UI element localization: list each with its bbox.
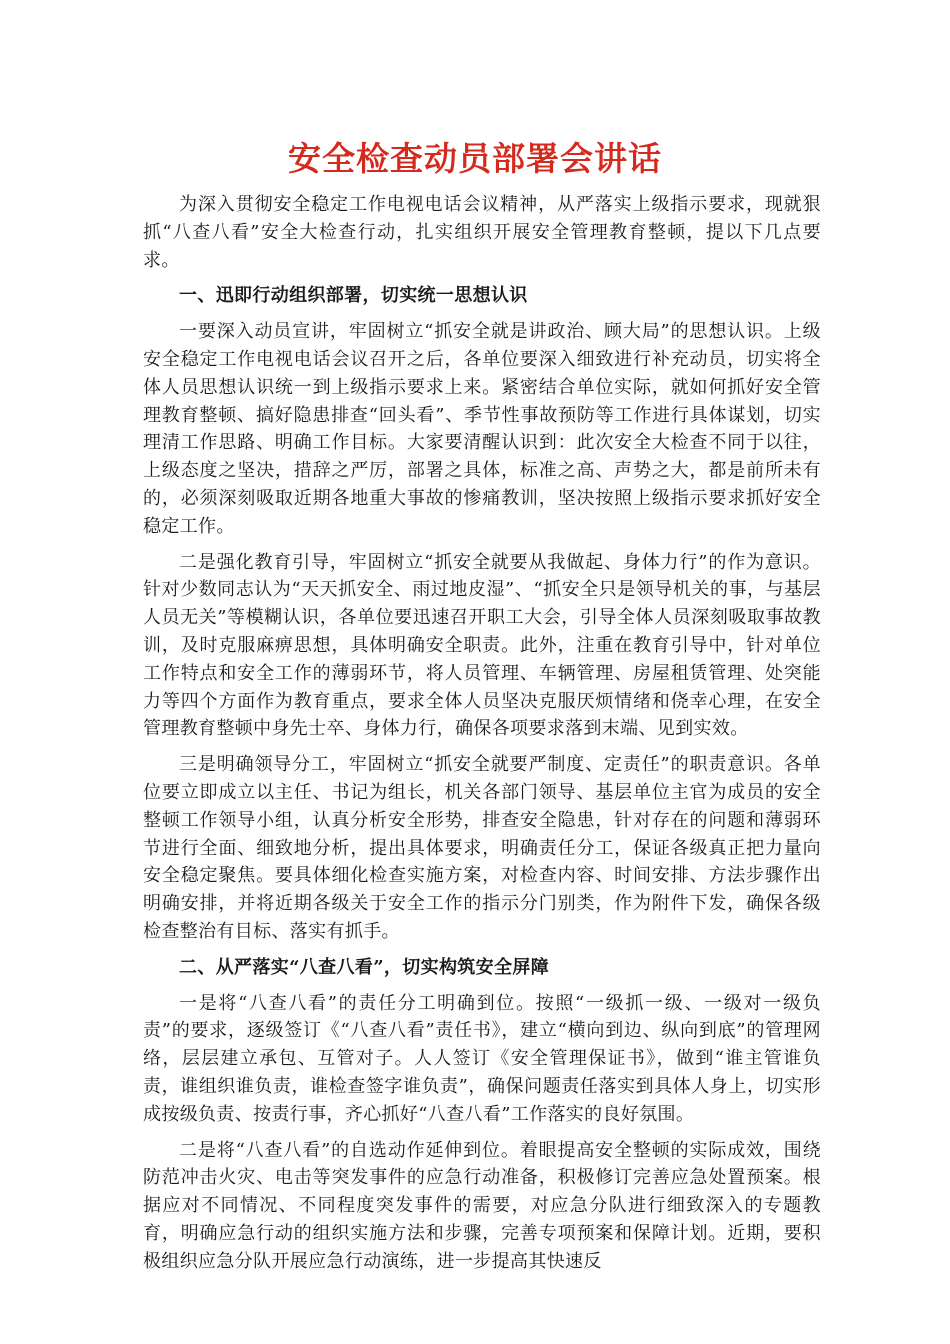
document-body (143, 191, 821, 1275)
intro-paragraph: 为深入贯彻安全稳定工作电视电话会议精神，从严落实上级指示要求，现就狠抓“八查八看”安全大检查行动，扎实组织开展安全管理教育整顿，提以下几点要求。 (143, 194, 821, 271)
section-1-heading: 一、迅即行动组织部署，切实统一思想认识 (179, 285, 528, 307)
section-2-heading: 二、从严落实“八查八看”，切实构筑安全屏障 (179, 956, 550, 978)
section-2-paragraph-1: 一是将“八查八看”的责任分工明确到位。按照“一级抓一级、一级对一级负责”的要求，逐级签订《“八查八看”责任书》，建立“横向到边、纵向到底”的管理网络，层层建立承包、互管对子。人人签订《安全管理保证书》，做到“谁主管谁负责，谁组织谁负责，谁检查签字谁负责”，确保问题责任落实到具体人身上，切实形成按级负责、按责行事，齐心抓好“八查八看”工作落实的良好氛围。 (143, 992, 821, 1125)
section-2-paragraph-2: 二是将“八查八看”的自选动作延伸到位。着眼提高安全整顿的实际成效，围绕防范冲击火灾、电击等突发事件的应急行动准备，积极修订完善应急处置预案。根据应对不同情况、不同程度突发事件的需要，对应急分队进行细致深入的专题教育，明确应急行动的组织实施方法和步骤，完善专项预案和保障计划。近期，要积极组织应急分队开展应急行动演练，进一步提高其快速反 (143, 1139, 821, 1272)
section-1-paragraph-2: 二是强化教育引导，牢固树立“抓安全就要从我做起、身体力行”的作为意识。针对少数同志认为“天天抓安全、雨过地皮湿”、“抓安全只是领导机关的事，与基层人员无关”等模糊认识，各单位要迅速召开职工大会，引导全体人员深刻吸取事故教训，及时克服麻痹思想，具体明确安全职责。此外，注重在教育引导中，针对单位工作特点和安全工作的薄弱环节，将人员管理、车辆管理、房屋租赁管理、处突能力等四个方面作为教育重点，要求全体人员坚决克服厌烦情绪和侥幸心理，在安全管理教育整顿中身先士卒、身体力行，确保各项要求落到末端、见到实效。 (143, 551, 821, 740)
document-title: 安全检查动员部署会讲话 (288, 139, 662, 178)
section-1-paragraph-1: 一要深入动员宣讲，牢固树立“抓安全就是讲政治、顾大局”的思想认识。上级安全稳定工作电视电话会议召开之后，各单位要深入细致进行补充动员，切实将全体人员思想认识统一到上级指示要求上来。紧密结合单位实际，就如何抓好安全管理教育整顿、搞好隐患排查“回头看”、季节性事故预防等工作进行具体谋划，切实理清工作思路、明确工作目标。大家要清醒认识到：此次安全大检查不同于以往，上级态度之坚决，措辞之严厉，部署之具体，标准之高、声势之大，都是前所未有的，必须深刻吸取近期各地重大事故的惨痛教训，坚决按照上级指示要求抓好安全稳定工作。 (143, 321, 821, 537)
section-1-paragraph-3: 三是明确领导分工，牢固树立“抓安全就要严制度、定责任”的职责意识。各单位要立即成立以主任、书记为组长，机关各部门领导、基层单位主官为成员的安全整顿工作领导小组，认真分析安全形势，排查安全隐患，针对存在的问题和薄弱环节进行全面、细致地分析，提出具体要求，明确责任分工，保证各级真正把力量向安全稳定聚焦。要具体细化检查实施方案，对检查内容、时间安排、方法步骤作出明确安排，并将近期各级关于安全工作的指示分门别类，作为附件下发，确保各级检查整治有目标、落实有抓手。 (143, 754, 821, 942)
